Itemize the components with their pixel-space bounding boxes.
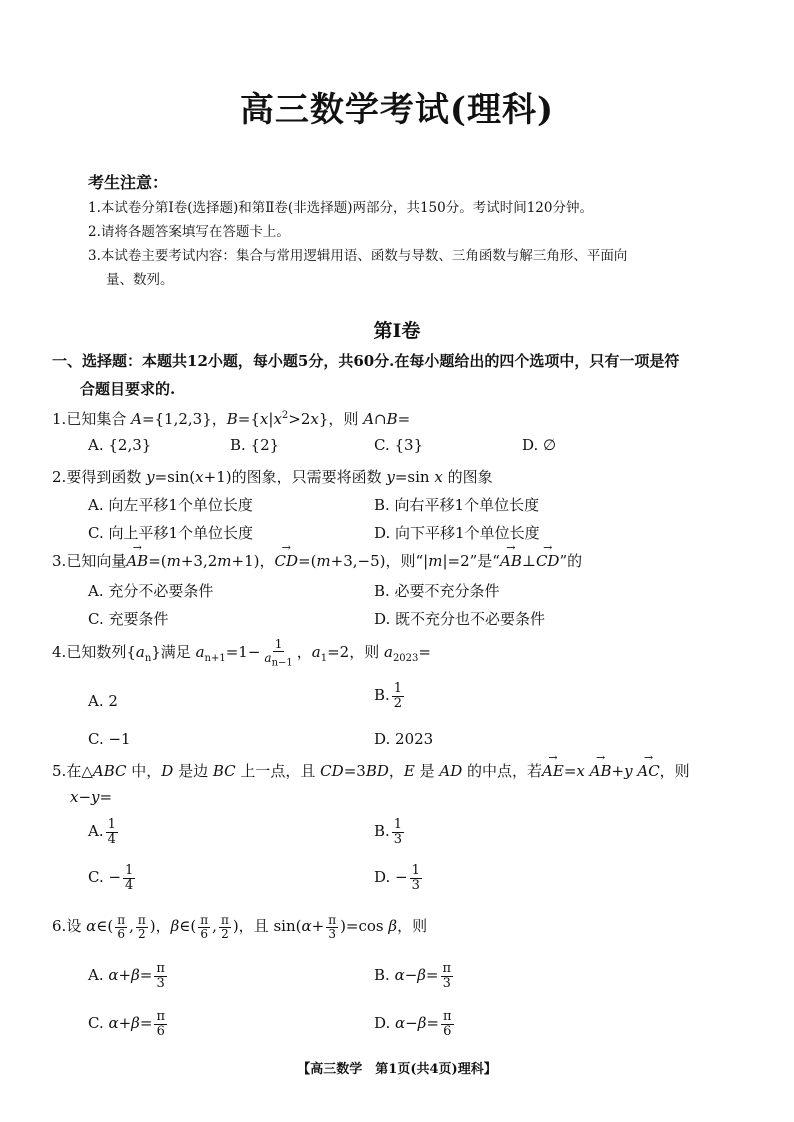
question-6: 6.设 α∈( $\frac{\pi}{6}$ , $\frac{\pi}{2}$ )，β∈( $\frac{\pi}{6}$ , $\frac{\pi}{2}$ )，且 sin(α+ $\frac{\pi}{3}$ )=cos β，则 [52,913,428,941]
option-c: C. 充要条件 [88,610,169,628]
page-footer: 【高三数学 第1页(共4页)理科】 [297,1062,497,1077]
notice-item: 1.本试卷分第Ⅰ卷(选择题)和第Ⅱ卷(非选择题)两部分，共150分。考试时间120分钟。 [88,200,593,216]
option-d: D. − $\frac{1}{3}$ [374,863,420,893]
option-a: A. 充分不必要条件 [88,582,214,600]
option-a: A. {2,3} [88,436,152,454]
option-d: D. α−β= $\frac{\pi}{6}$ [374,1009,452,1039]
page-title: 高三数学考试(理科) [239,90,555,130]
option-c: C. {3} [374,436,424,454]
notice-heading: 考生注意： [88,173,169,192]
option-b: B. $\frac{1}{3}$ [374,817,403,847]
question-3: 3.已知向量→ AB=(m+3,2m+1)，→ CD=(m+3,−5)，则“|m|=2”是“→ AB⊥→ CD”的 [52,550,582,571]
notice-item: 2.请将各题答案填写在答题卡上。 [88,224,290,240]
notice-item: 3.本试卷主要考试内容：集合与常用逻辑用语、函数与导数、三角函数与解三角形、平面向 [88,248,628,264]
part-instructions: 合题目要求的. [80,380,176,398]
option-c: C. 向上平移1个单位长度 [88,524,254,542]
question-2: 2.要得到函数 y=sin(x+1)的图象，只需要将函数 y=sin x 的图象 [52,468,493,486]
option-b: B. $\frac{1}{2}$ [374,681,403,711]
option-b: B. α−β= $\frac{\pi}{3}$ [374,961,452,991]
option-c: C. − $\frac{1}{4}$ [88,863,134,893]
option-a: A. α+β= $\frac{\pi}{3}$ [88,961,165,991]
question-4: 4.已知数列$\{a_n\}$满足 $a_{n+1}=1-$ $\frac{1}{a_{n-1}}$ ，$a_1=2$，则 $a_{2023}=$ [52,637,431,668]
option-c: C. α+β= $\frac{\pi}{6}$ [88,1009,165,1039]
option-a: A. $\frac{1}{4}$ [88,817,116,847]
option-d: D. 既不充分也不必要条件 [374,610,546,628]
question-5: 5.在△ABC 中，D 是边 BC 上一点，且 CD=3BD，E 是 AD 的中点，若→ AE=x → AB+y → AC，则 [52,760,690,781]
option-b: B. 必要不充分条件 [374,582,500,600]
question-1: 1.已知集合 A={1,2,3}，$B=\{x|x^2>2x\}$，则 A∩B= [52,410,411,428]
notice-item: 量、数列。 [106,272,174,288]
question-5-continued: x−y= [70,788,113,806]
option-d: D. 向下平移1个单位长度 [374,524,540,542]
option-a: A. 向左平移1个单位长度 [88,496,253,514]
option-c: C. −1 [88,730,131,748]
option-d: D. 2023 [374,730,434,748]
option-a: A. 2 [88,692,118,710]
option-d: D. ∅ [522,436,557,454]
section-title: 第Ⅰ卷 [373,320,421,342]
option-b: B. 向右平移1个单位长度 [374,496,540,514]
part-instructions: 一、选择题：本题共12小题，每小题5分，共60分.在每小题给出的四个选项中，只有一项是符 [52,352,680,370]
option-b: B. {2} [230,436,280,454]
